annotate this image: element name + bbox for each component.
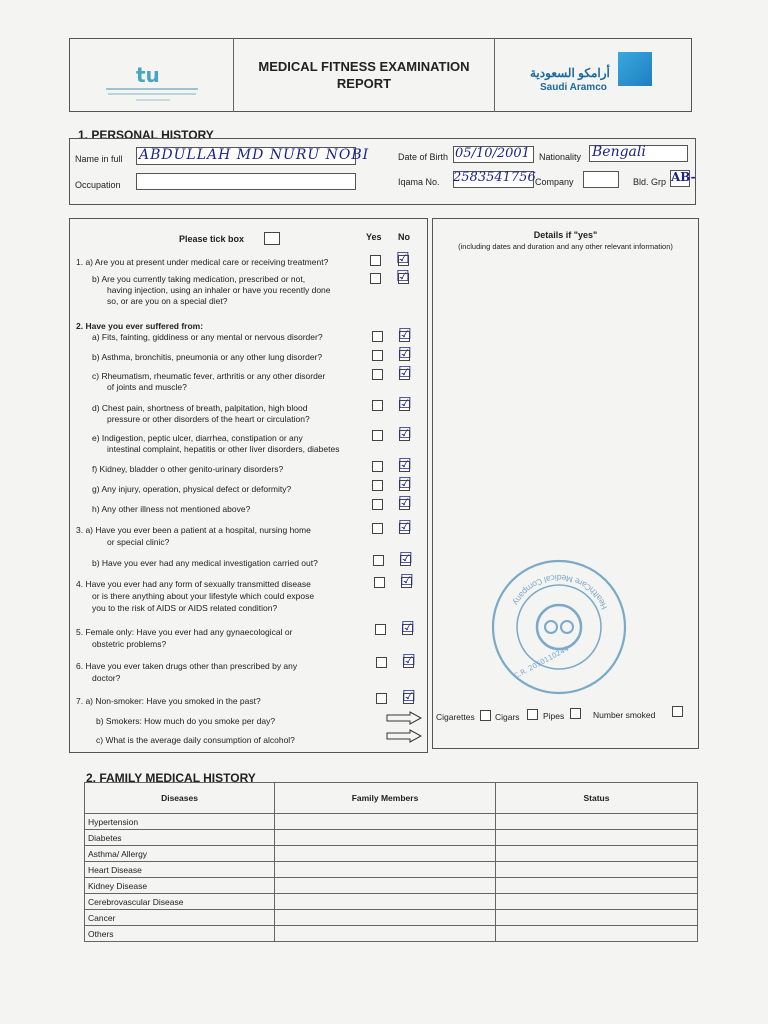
table-row: Kidney Disease [85, 878, 698, 894]
members-cell[interactable] [275, 910, 496, 926]
svg-text:C.R. 2050110244: C.R. 2050110244 [512, 644, 571, 681]
q2a-no-tick: ☑ [398, 325, 412, 343]
q2c-yes-box[interactable] [372, 369, 383, 380]
tick-box-example[interactable] [264, 232, 280, 245]
q6-no-tick: ☑ [402, 651, 416, 669]
occupation-field[interactable] [136, 173, 356, 190]
q4-no-tick: ☑ [400, 571, 414, 589]
members-cell[interactable] [275, 878, 496, 894]
number-smoked-box[interactable] [672, 706, 683, 717]
stamp-seal-icon [490, 558, 628, 696]
status-cell[interactable] [496, 878, 698, 894]
arrow-right-icon [386, 729, 422, 743]
status-cell[interactable] [496, 910, 698, 926]
q6-yes-box[interactable] [376, 657, 387, 668]
table-row: Heart Disease [85, 862, 698, 878]
q7a-yes-box[interactable] [376, 693, 387, 704]
members-cell[interactable] [275, 846, 496, 862]
status-cell[interactable] [496, 926, 698, 942]
q4-yes-box[interactable] [374, 577, 385, 588]
status-cell[interactable] [496, 894, 698, 910]
blood-group-value: AB- [671, 170, 696, 184]
q2f-no-tick: ☑ [398, 455, 412, 473]
table-row: Hypertension [85, 814, 698, 830]
q3a-no-tick: ☑ [398, 517, 412, 535]
table-row: Asthma/ Allergy [85, 846, 698, 862]
col-status: Status [496, 783, 698, 814]
q2h-yes-box[interactable] [372, 499, 383, 510]
status-cell[interactable] [496, 862, 698, 878]
q1b-no-tick: ☑ [396, 267, 410, 285]
table-row: Cerebrovascular Disease [85, 894, 698, 910]
q2g-no-tick: ☑ [398, 474, 412, 492]
company-field[interactable] [583, 171, 619, 188]
q5-no-tick: ☑ [401, 618, 415, 636]
q2d-yes-box[interactable] [372, 400, 383, 411]
iqama-value: 2583541756 [453, 170, 536, 185]
members-cell[interactable] [275, 830, 496, 846]
q2a-yes-box[interactable] [372, 331, 383, 342]
table-row: Cancer [85, 910, 698, 926]
section-heading-personal: 1. PERSONAL HISTORY [78, 128, 214, 142]
q2g-yes-box[interactable] [372, 480, 383, 491]
q3a-yes-box[interactable] [372, 523, 383, 534]
cigars-box[interactable] [527, 709, 538, 720]
q1a-yes-box[interactable] [370, 255, 381, 266]
q3b-no-tick: ☑ [399, 549, 413, 567]
q1a-no-tick: ☑ [396, 249, 410, 267]
company-stamp [490, 558, 628, 696]
svg-text:tu: tu [136, 63, 160, 87]
table-row: Others [85, 926, 698, 942]
arrow-right-icon [386, 711, 422, 725]
q2h-no-tick: ☑ [398, 493, 412, 511]
svg-text:HealthCare Medical Company: HealthCare Medical Company [511, 572, 610, 611]
aramco-logo: أرامكو السعودية Saudi Aramco [530, 52, 660, 102]
q2e-yes-box[interactable] [372, 430, 383, 441]
section-heading-family: 2. FAMILY MEDICAL HISTORY [86, 771, 256, 785]
q2b-yes-box[interactable] [372, 350, 383, 361]
q3b-yes-box[interactable] [373, 555, 384, 566]
q2d-no-tick: ☑ [398, 394, 412, 412]
col-diseases: Diseases [85, 783, 275, 814]
status-cell[interactable] [496, 814, 698, 830]
col-family-members: Family Members [275, 783, 496, 814]
table-row: Diabetes [85, 830, 698, 846]
status-cell[interactable] [496, 846, 698, 862]
q2f-yes-box[interactable] [372, 461, 383, 472]
nationality-value: Bengali [592, 144, 646, 160]
tu-logo [98, 58, 208, 108]
dob-value: 05/10/2001 [455, 146, 530, 161]
members-cell[interactable] [275, 926, 496, 942]
q5-yes-box[interactable] [375, 624, 386, 635]
q2b-no-tick: ☑ [398, 344, 412, 362]
family-history-table [84, 782, 698, 942]
members-cell[interactable] [275, 894, 496, 910]
pipes-box[interactable] [570, 708, 581, 719]
members-cell[interactable] [275, 862, 496, 878]
members-cell[interactable] [275, 814, 496, 830]
aramco-star-icon [618, 52, 652, 86]
name-value: ABDULLAH MD NURU NOBI [139, 147, 370, 163]
q1b-yes-box[interactable] [370, 273, 381, 284]
cigarettes-box[interactable] [480, 710, 491, 721]
q7a-no-tick: ☑ [402, 687, 416, 705]
q2c-no-tick: ☑ [398, 363, 412, 381]
status-cell[interactable] [496, 830, 698, 846]
page-title: MEDICAL FITNESS EXAMINATION REPORT [258, 59, 470, 91]
tu-logo-icon [98, 58, 208, 108]
q2e-no-tick: ☑ [398, 424, 412, 442]
